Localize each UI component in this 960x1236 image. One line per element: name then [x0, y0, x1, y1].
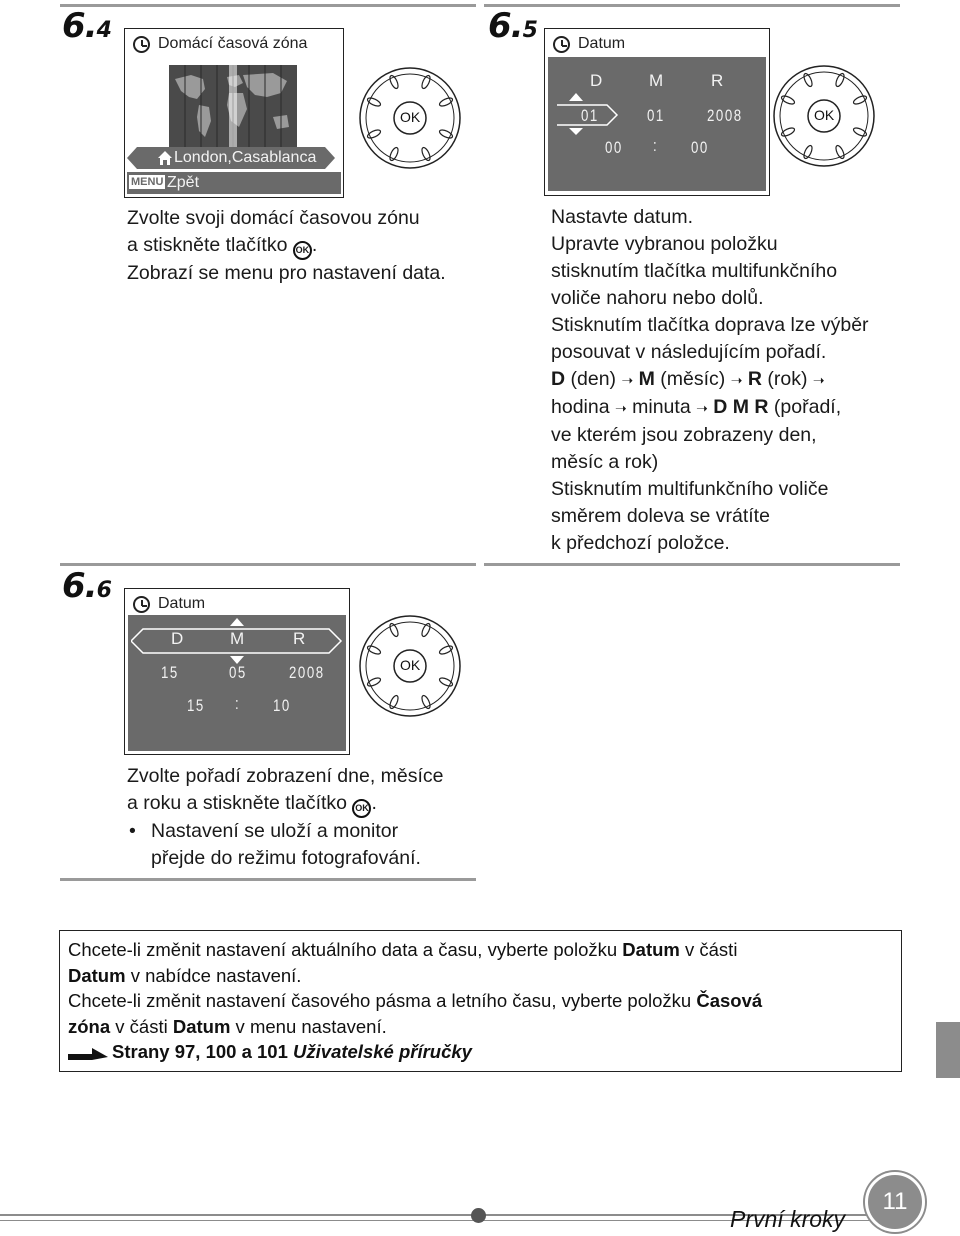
section-side-tab [936, 1022, 960, 1078]
timezone-label-bar [127, 147, 335, 169]
home-timezone-screen [124, 28, 344, 198]
menu-badge: MENU [131, 176, 164, 188]
time-colon: : [235, 694, 241, 713]
arrow-right-icon: ➝ [730, 372, 743, 388]
ok-button-label[interactable]: OK [400, 109, 421, 125]
top-rule-left [60, 4, 476, 7]
ok-icon: OK [293, 241, 312, 260]
col-r: R [711, 71, 724, 90]
info-note-box: Chcete-li změnit nastavení aktuálního data a času, vyberte položku Datum v části Datum v nabídce nastavení. Chcete-li změnit nastavení časového pásma a letního času, vyberte položku Časová zóna v části Datum v menu nastavení. Strany 97, 100 a 101 Uživatelské příručky [59, 930, 902, 1072]
year-value: 2008 [289, 663, 325, 682]
step-6-5-text: Nastavte datum. Upravte vybranou položku stisknutím tlačítka multifunkčního voliče nahoru nebo dolů. Stisknutím tlačítka doprava lze výběr posouvat v následujícím pořadí. D (den) ➝ M (měsíc) ➝ R (rok) ➝ hodina ➝ minuta ➝ D M R (pořadí, ve kterém jsou zobrazeny den, měsíc a rok) Stisknutím multifunkčního voliče směrem doleva se vrátíte k předchozí položce. [551, 206, 869, 554]
hour-value: 15 [187, 696, 205, 715]
clock-icon [133, 596, 150, 613]
col-r: R [293, 629, 306, 648]
day-value: 01 [581, 106, 599, 125]
day-value: 15 [161, 663, 179, 682]
col-m: M [649, 71, 664, 90]
back-label: Zpět [167, 174, 200, 191]
year-value: 2008 [707, 106, 743, 125]
clock-icon [553, 36, 570, 53]
step-6-6-text: Zvolte pořadí zobrazení dne, měsíce a roku a stiskněte tlačítko OK . • Nastavení se uloží a monitor přejde do režimu fotografování. [127, 765, 444, 869]
timezone-name: London,Casablanca [174, 149, 317, 166]
clock-icon [133, 36, 150, 53]
arrow-right-icon: ➝ [812, 372, 825, 388]
ok-button-label[interactable]: OK [814, 107, 835, 123]
bottom-rule-left [60, 878, 476, 881]
mid-rule-right [484, 563, 900, 566]
home-icon [157, 150, 173, 166]
step-number-6-4: 6.4 [62, 6, 111, 46]
ok-icon: OK [352, 799, 371, 818]
screen-title: Domácí časová zóna [133, 35, 307, 53]
date-screen-6-5 [544, 28, 770, 196]
page-number: 11 [865, 1172, 925, 1232]
screen-title: Datum [553, 35, 625, 53]
col-d: D [590, 71, 603, 90]
col-d: D [171, 629, 184, 648]
hour-value: 00 [605, 138, 623, 157]
back-row [127, 172, 341, 194]
bullet: • [129, 820, 136, 842]
arrow-right-icon: ➝ [696, 400, 708, 416]
minute-value: 10 [273, 696, 291, 715]
step-6-4-text: Zvolte svoji domácí časovou zónu a stiskněte tlačítko OK . Zobrazí se menu pro nastavení data. [127, 207, 446, 284]
arrow-right-icon: ➝ [621, 372, 634, 388]
arrow-right-icon: ➝ [614, 400, 627, 416]
month-value: 01 [647, 106, 665, 125]
screen-title: Datum [133, 595, 205, 613]
footer-dot [471, 1208, 486, 1223]
minute-value: 00 [691, 138, 709, 157]
reference-arrow-icon [68, 1044, 108, 1060]
month-value: 05 [229, 663, 247, 682]
footer-section-title: První kroky [730, 1206, 846, 1232]
date-order-screen [124, 588, 350, 755]
ok-button-label[interactable]: OK [400, 657, 421, 673]
step-number-6-5: 6.5 [488, 6, 537, 46]
col-m: M [230, 629, 245, 648]
top-rule-right [484, 4, 900, 7]
time-colon: : [653, 136, 659, 155]
step-number-6-6: 6.6 [62, 566, 111, 606]
world-map [169, 65, 297, 149]
mid-rule-left [60, 563, 476, 566]
